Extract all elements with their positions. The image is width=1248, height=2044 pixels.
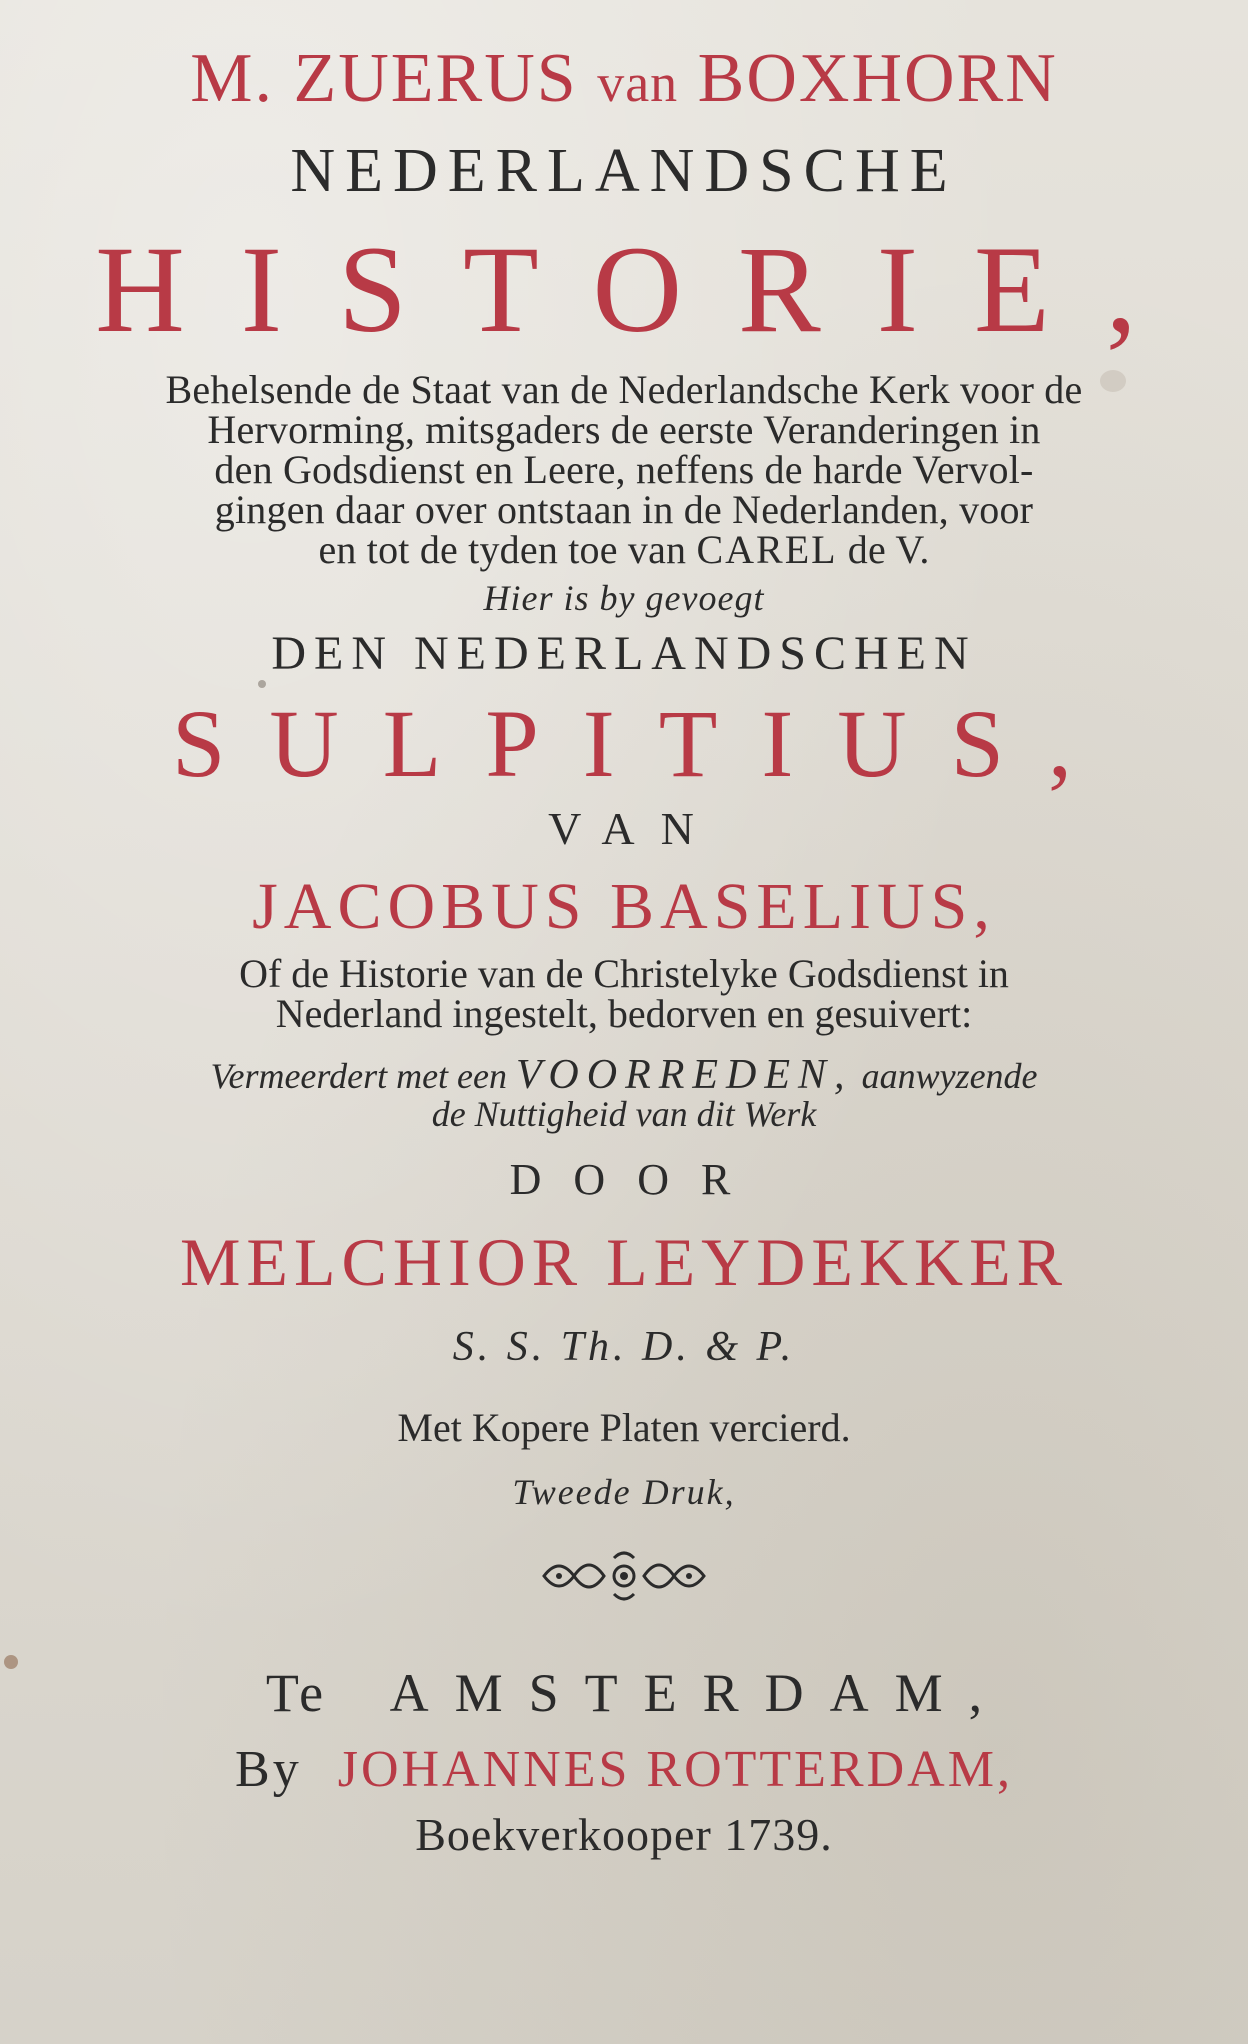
hier-is-by-gevoegt: Hier is by gevoegt: [483, 578, 765, 618]
of-de-line: Of de Historie van de Christelyke Godsdienst in: [239, 951, 1009, 996]
author-first: M. ZUERUS: [190, 40, 578, 117]
description-line: gingen daar over ontstaan in de Nederlanden, voor: [214, 487, 1034, 532]
author-line: [0, 40, 1248, 117]
vermeerdert-block: [0, 1054, 1248, 1132]
of-de-line: Nederland ingestelt, bedorven en gesuivert:: [275, 991, 973, 1036]
van-line: VAN: [548, 803, 720, 854]
baselius-heading: JACOBUS BASELIUS,: [252, 870, 996, 943]
vermeer-line-2: de Nuttigheid van dit Werk: [431, 1094, 817, 1134]
by: By: [235, 1741, 302, 1798]
description-line-last: [0, 527, 1248, 572]
vermeer-suffix: aanwyzende: [861, 1056, 1038, 1096]
vermeer-voorreden: VOORREDEN,: [516, 1052, 853, 1098]
place-line: [0, 1663, 1248, 1723]
author-last: BOXHORN: [697, 40, 1058, 117]
heading-historie: HISTORIE,: [95, 221, 1193, 358]
sulpitius-heading: SULPITIUS,: [171, 690, 1117, 797]
paper-spot: [1100, 370, 1126, 392]
met-kopere-line: Met Kopere Platen vercierd.: [397, 1405, 851, 1450]
heading-nederlandsche: NEDERLANDSCHE: [290, 137, 958, 205]
den-nederlandschen: DEN NEDERLANDSCHEN: [271, 627, 977, 680]
of-de-block: [0, 951, 1248, 1036]
description-line: Behelsende de Staat van de Nederlandsche Kerk voor de: [165, 367, 1083, 412]
vermeerdert-line: [0, 1054, 1248, 1096]
publisher-line: [0, 1741, 1248, 1798]
degrees-line: S. S. Th. D. & P.: [452, 1324, 796, 1370]
fleuron-ornament-icon: [534, 1546, 714, 1606]
description-block: [0, 367, 1248, 572]
vermeer-prefix: Vermeerdert met een: [210, 1056, 508, 1096]
description-last-suffix: de V.: [847, 527, 930, 572]
bookseller-year: Boekverkooper 1739.: [415, 1809, 833, 1860]
description-line: den Godsdienst en Leere, neffens de harde Vervol-: [214, 447, 1034, 492]
door-line: DOOR: [509, 1155, 763, 1204]
amsterdam: AMSTERDAM,: [389, 1663, 1009, 1723]
author-van: van: [597, 53, 679, 113]
description-last-prefix: en tot de tyden toe van: [318, 527, 687, 572]
tweede-druk-line: Tweede Druk,: [512, 1472, 736, 1512]
paper-spot: [4, 1655, 18, 1669]
description-carel: CAREL: [696, 527, 838, 572]
te: Te: [265, 1663, 328, 1723]
description-line: Hervorming, mitsgaders de eerste Veranderingen in: [207, 407, 1041, 452]
leydekker-heading: MELCHIOR LEYDEKKER: [179, 1224, 1069, 1300]
publisher-name: JOHANNES ROTTERDAM,: [337, 1741, 1013, 1798]
paper-spot: [258, 680, 266, 688]
